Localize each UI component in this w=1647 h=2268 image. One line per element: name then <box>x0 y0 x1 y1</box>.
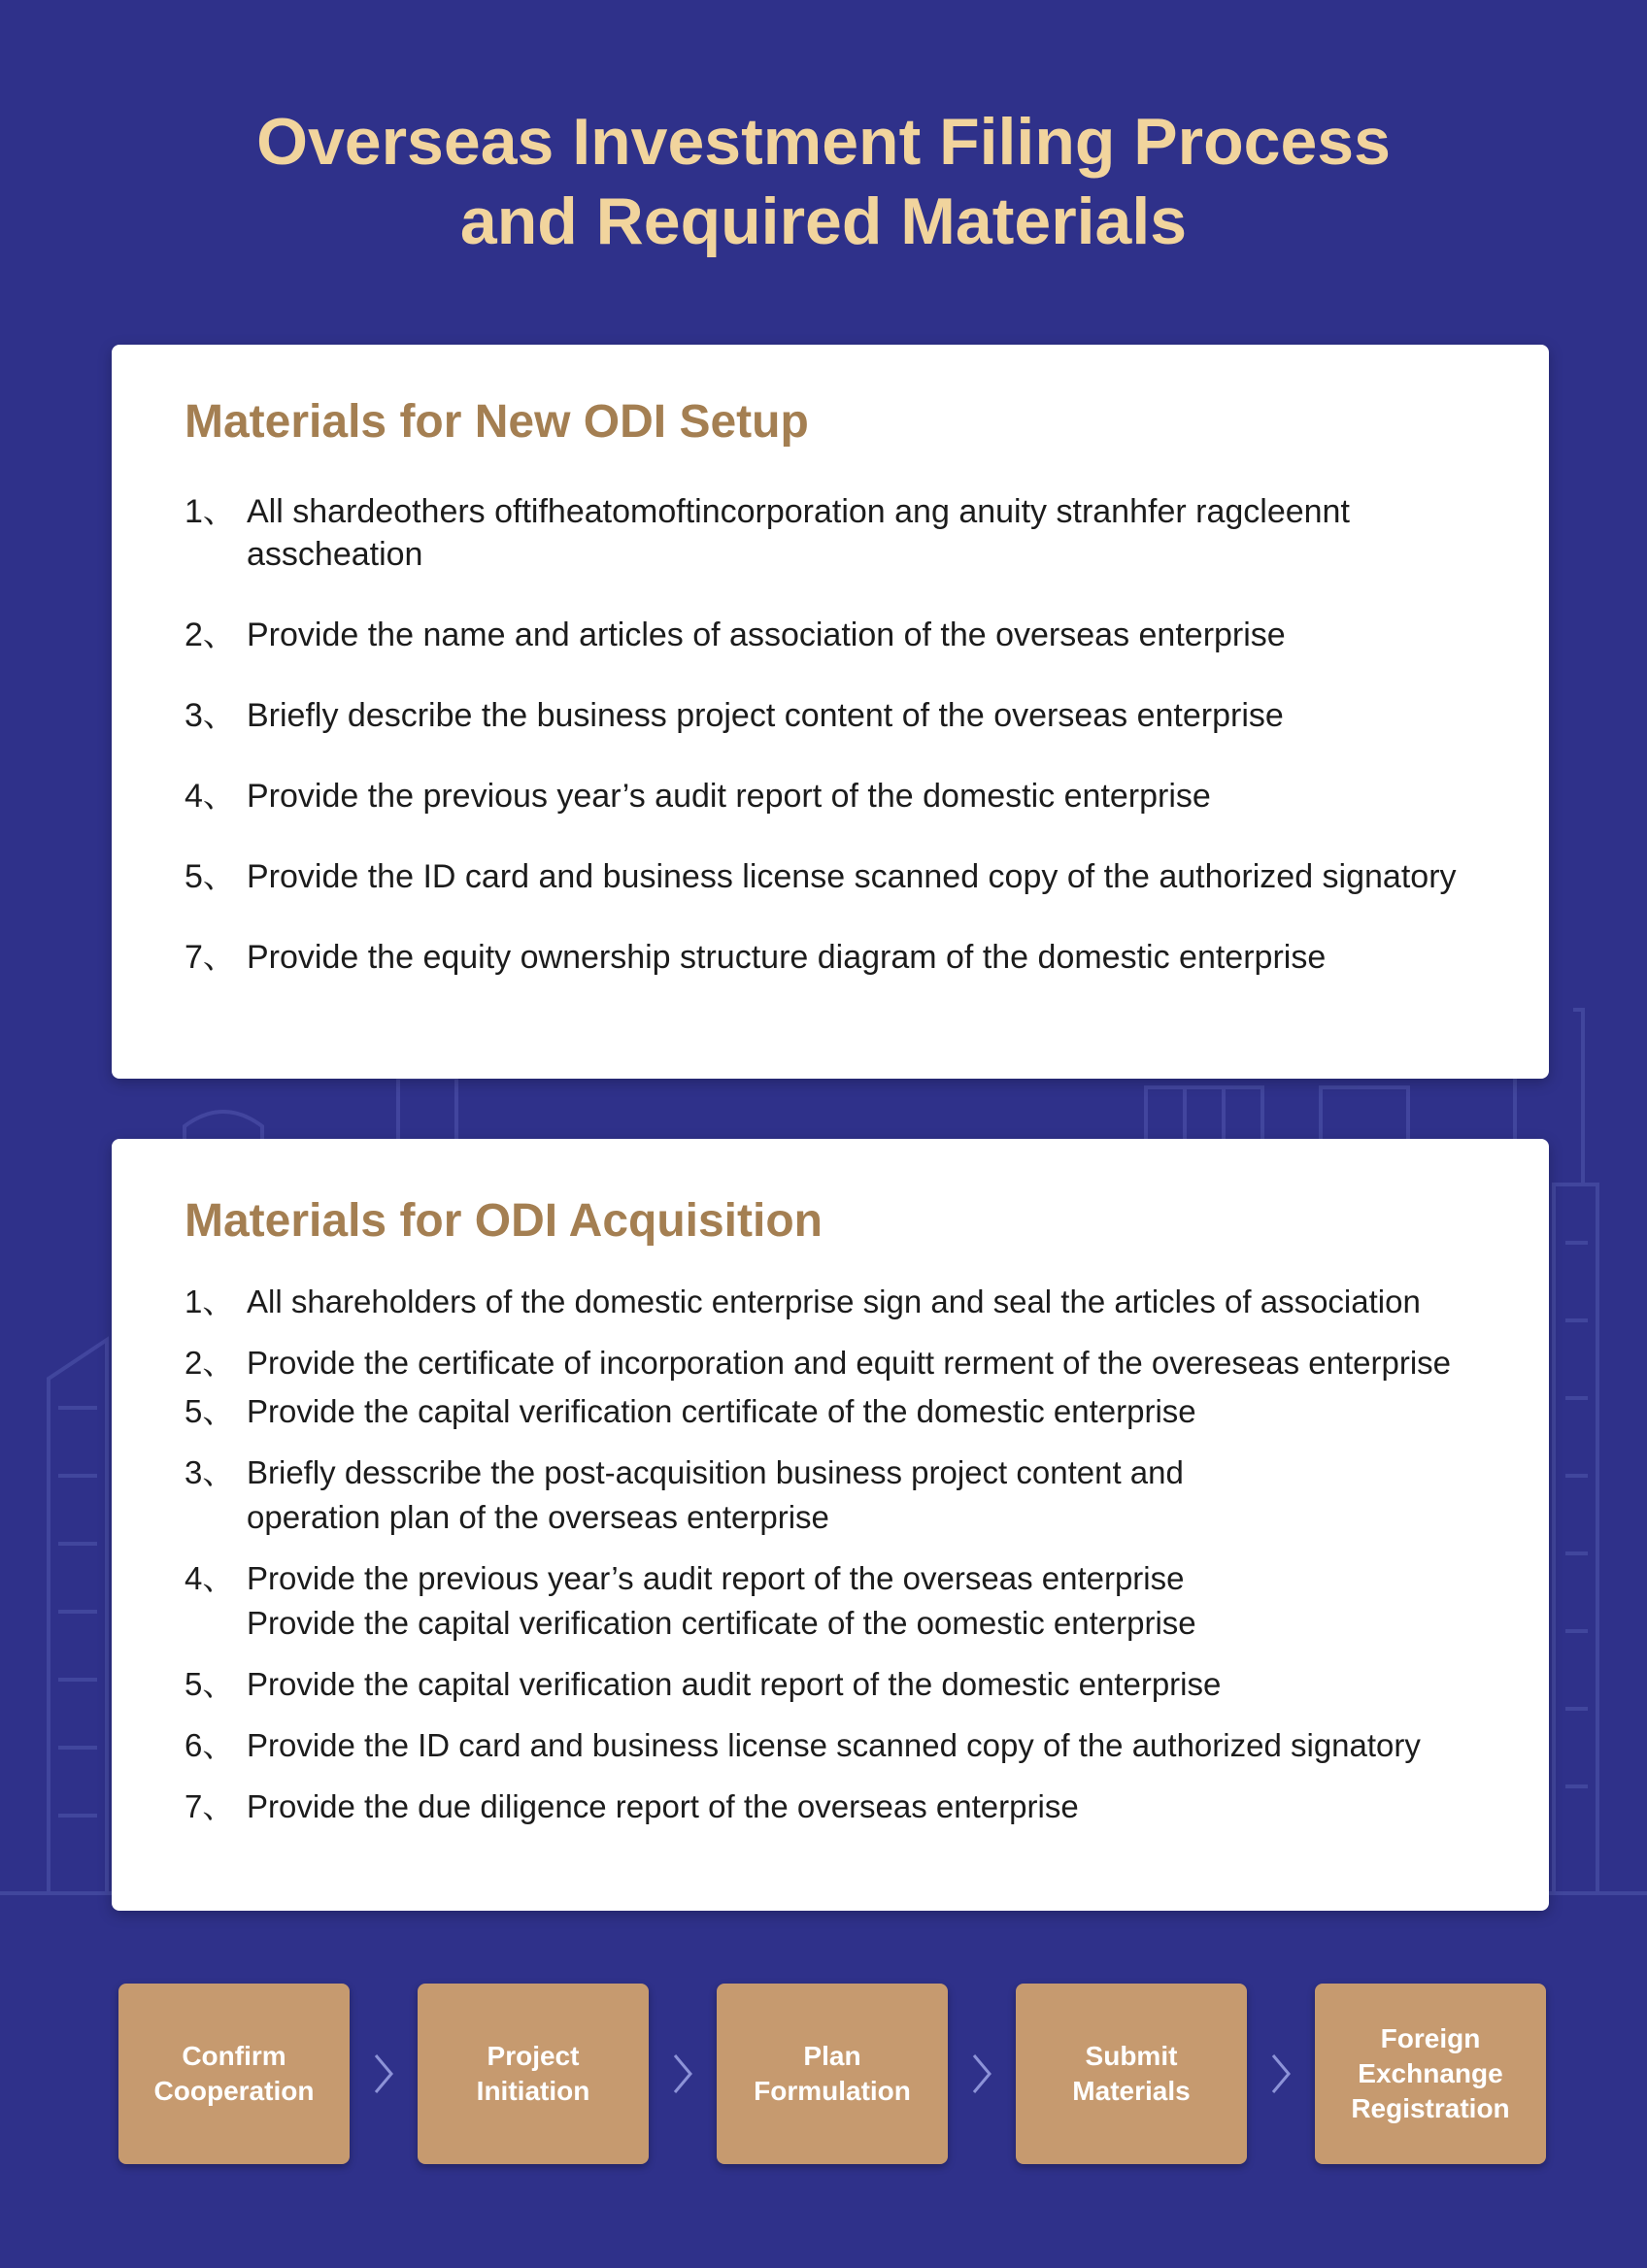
item-number: 3、 <box>185 697 236 734</box>
step-label-line: Confirm <box>182 2041 286 2071</box>
item-text <box>247 1280 1549 1324</box>
item-text-line: Briefly desscribe the post-acquisition business project content and <box>247 1454 1184 1490</box>
item-number: 7、 <box>185 1788 235 1824</box>
item-text-line: Provide the capital verification audit report of the domestic enterprise <box>247 1666 1222 1702</box>
list-item <box>185 1723 1549 1768</box>
list-item <box>185 855 1549 898</box>
item-number: 6、 <box>185 1727 235 1763</box>
list-item <box>185 775 1549 817</box>
step-label-line: Exchnange <box>1358 2058 1503 2088</box>
list-item <box>185 1389 1549 1434</box>
item-text-line: Provide the certificate of incorporation and equitt rerment of the overeseas enterprise <box>247 1345 1452 1381</box>
step-label-line: Cooperation <box>153 2076 315 2106</box>
item-text <box>247 614 1549 656</box>
item-text-line: asscheation <box>247 536 423 573</box>
odi-acquisition-title: Materials for ODI Acquisition <box>185 1195 823 1247</box>
page-title-line-1: Overseas Investment Filing Process <box>256 105 1391 179</box>
item-text-line: Provide the ID card and business license scanned copy of the authorized signatory <box>247 1727 1421 1763</box>
step-label-line: Plan Formulation <box>754 2041 911 2106</box>
list-item <box>185 694 1549 737</box>
item-number: 5、 <box>185 858 236 895</box>
item-text <box>247 1723 1549 1768</box>
item-text-line: operation plan of the overseas enterprise <box>247 1499 829 1535</box>
item-text-line: Provide the previous year’s audit report of the domestic enterprise <box>247 778 1211 815</box>
list-item <box>185 1451 1549 1540</box>
item-number: 5、 <box>185 1666 235 1702</box>
item-text <box>247 1662 1549 1707</box>
step-confirm-cooperation <box>118 1984 350 2164</box>
page-title-line-2: and Required Materials <box>459 184 1188 258</box>
item-text <box>247 1451 1549 1540</box>
item-text <box>247 775 1549 817</box>
new-odi-setup-card <box>112 345 1549 1079</box>
list-item <box>185 614 1549 656</box>
item-text-line: Provide the capital verification certificate of the oomestic enterprise <box>247 1605 1196 1641</box>
step-label-line: Submit Materials <box>1072 2041 1191 2106</box>
odi-acquisition-list <box>185 1280 1549 1829</box>
item-text-line: Provide the name and articles of association of the overseas enterprise <box>247 617 1286 653</box>
item-text <box>247 1341 1549 1385</box>
process-flow <box>118 1984 1548 2164</box>
list-item <box>185 1784 1549 1829</box>
item-text-line: Provide the capital verification certificate of the domestic enterprise <box>247 1393 1196 1429</box>
item-text-line: Provide the equity ownership structure diagram of the domestic enterprise <box>247 939 1327 976</box>
list-item <box>185 936 1549 979</box>
item-text-line: Briefly describe the business project content of the overseas enterprise <box>247 697 1284 734</box>
item-text <box>247 855 1549 898</box>
item-text-line: Provide the due diligence report of the overseas enterprise <box>247 1788 1079 1824</box>
list-item <box>185 1341 1549 1385</box>
page-title <box>0 102 1647 261</box>
new-odi-setup-list <box>185 490 1549 979</box>
chevron-right-icon <box>663 2050 702 2098</box>
step-label-line: Foreign <box>1380 2023 1481 2053</box>
list-item <box>185 1280 1549 1324</box>
chevron-right-icon <box>364 2050 403 2098</box>
item-text-line: Provide the ID card and business license scanned copy of the authorized signatory <box>247 858 1457 895</box>
item-number: 1、 <box>185 493 236 530</box>
item-text <box>247 694 1549 737</box>
item-number: 1、 <box>185 1284 235 1319</box>
item-text <box>247 490 1549 576</box>
chevron-right-icon <box>1261 2050 1300 2098</box>
item-number: 2、 <box>185 1345 235 1381</box>
step-label-line: Project Initiation <box>476 2041 590 2106</box>
odi-acquisition-card <box>112 1139 1549 1911</box>
new-odi-setup-title: Materials for New ODI Setup <box>185 396 809 448</box>
item-number: 3、 <box>185 1454 235 1490</box>
item-text-line: All shardeothers oftifheatomoftincorporation ang anuity stranhfer ragcleennt <box>247 493 1350 530</box>
item-text-line: All shareholders of the domestic enterprise sign and seal the articles of association <box>247 1284 1421 1319</box>
item-text-line: Provide the previous year’s audit report of the overseas enterprise <box>247 1560 1185 1596</box>
item-number: 7、 <box>185 939 236 976</box>
step-foreign-exchange-registration <box>1315 1984 1546 2164</box>
item-text <box>247 1784 1549 1829</box>
step-submit-materials <box>1016 1984 1247 2164</box>
step-plan-formulation <box>717 1984 948 2164</box>
chevron-right-icon <box>962 2050 1001 2098</box>
item-number: 4、 <box>185 778 236 815</box>
item-number: 5、 <box>185 1393 235 1429</box>
step-label-line: Registration <box>1351 2093 1510 2123</box>
list-item <box>185 1662 1549 1707</box>
item-number: 4、 <box>185 1560 235 1596</box>
item-text <box>247 1389 1549 1434</box>
step-project-initiation <box>418 1984 649 2164</box>
item-text <box>247 936 1549 979</box>
list-item <box>185 1556 1549 1646</box>
item-number: 2、 <box>185 617 236 653</box>
item-text <box>247 1556 1549 1646</box>
list-item <box>185 490 1549 576</box>
